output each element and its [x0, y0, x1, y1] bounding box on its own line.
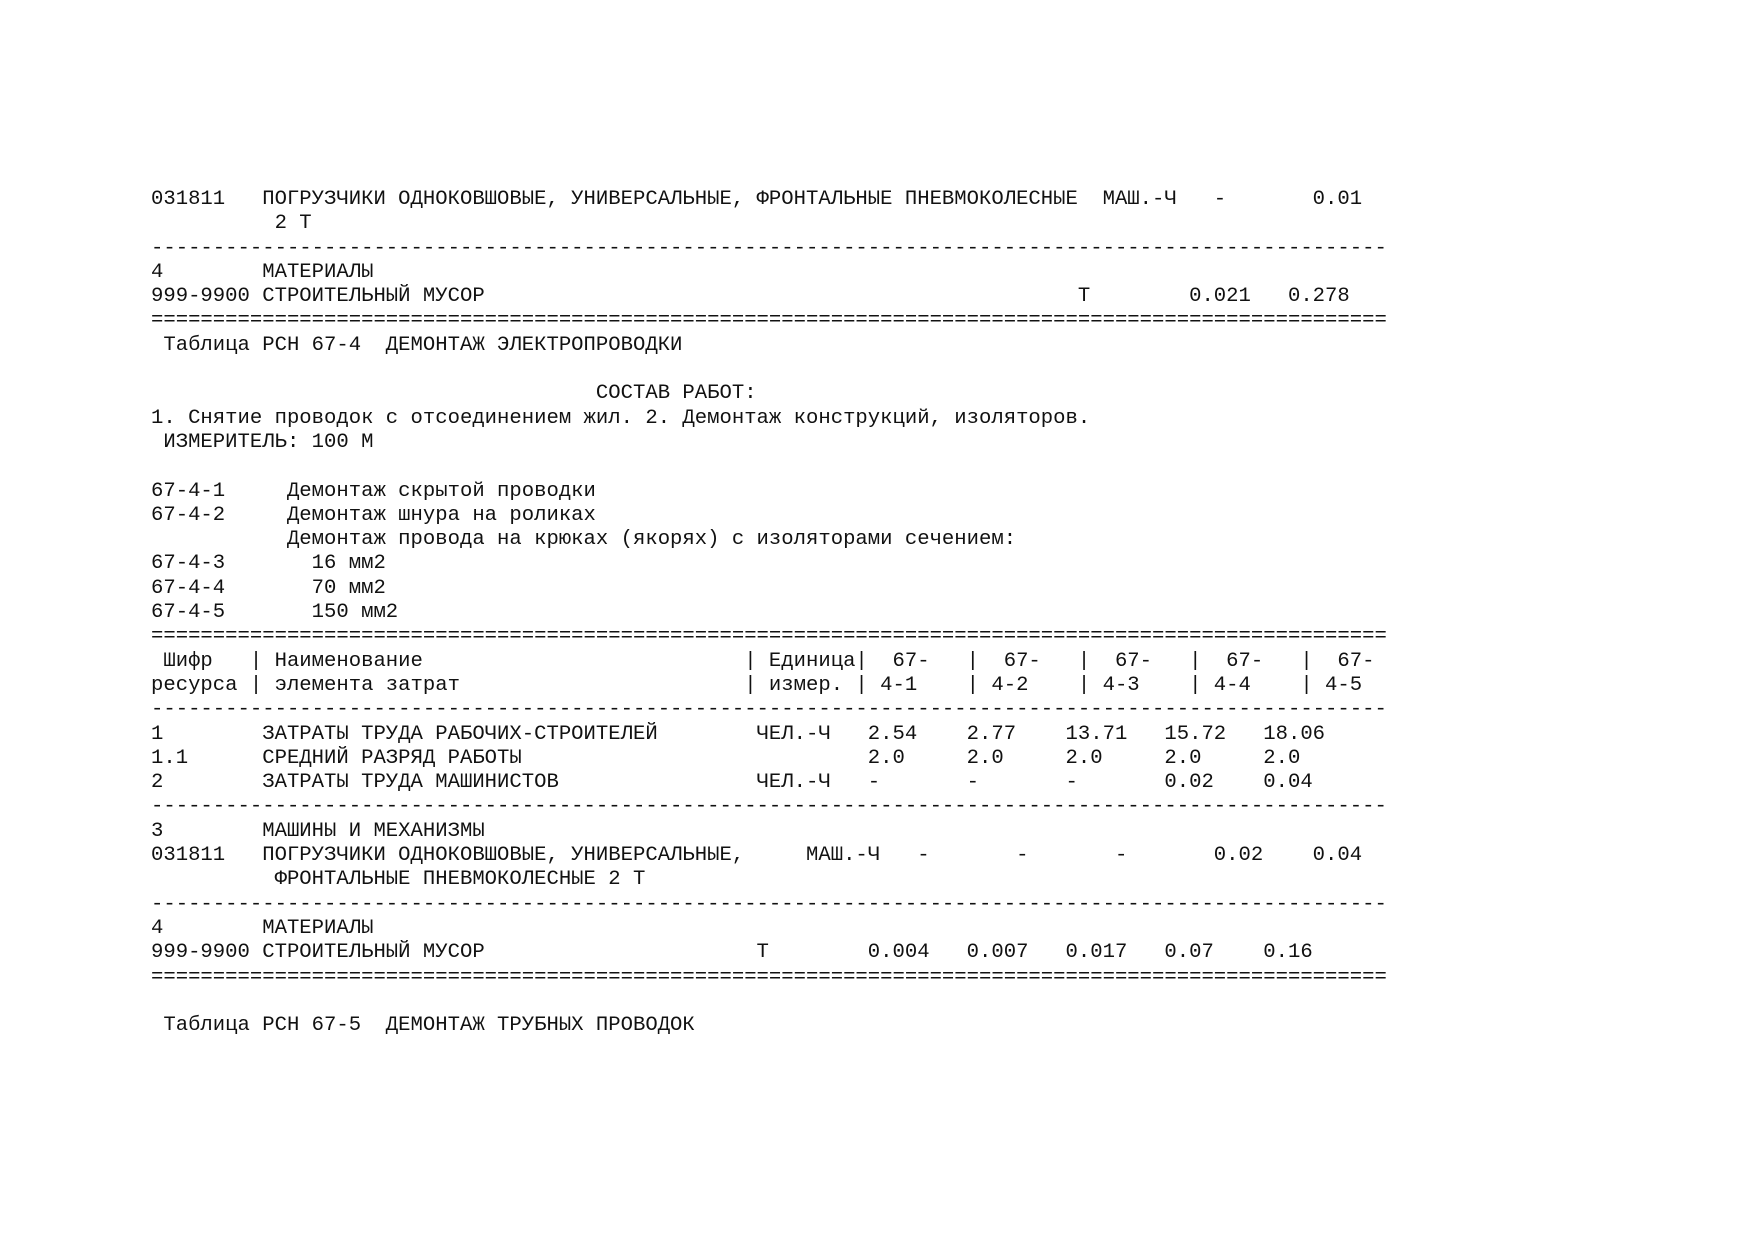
machine-row-031811-continuation: 2 Т	[151, 212, 312, 236]
item-67-4-3: 67-4-3 16 мм2	[151, 552, 386, 576]
blank-line	[151, 455, 1387, 479]
blank-line	[151, 990, 1387, 1014]
dashed-divider: ----------------------------------------------------------------------------------------------------	[151, 892, 1387, 916]
dashed-divider: ----------------------------------------------------------------------------------------------------	[151, 236, 1387, 260]
double-divider: ====================================================================================================	[151, 625, 1387, 649]
table-header-row-2: ресурса | элемента затрат | измер. | 4-1 | 4-2 | 4-3 | 4-4 | 4-5	[151, 673, 1363, 697]
table-title-67-4: Таблица РСН 67-4 ДЕМОНТАЖ ЭЛЕКТРОПРОВОДКИ	[151, 333, 683, 357]
item-67-4-1: 67-4-1 Демонтаж скрытой проводки	[151, 479, 596, 503]
work-composition-heading: СОСТАВ РАБОТ:	[151, 382, 757, 406]
blank-line	[151, 358, 1387, 382]
dashed-divider: ----------------------------------------------------------------------------------------------------	[151, 795, 1387, 819]
document-page	[151, 188, 1387, 1038]
machines-section-header: 3 МАШИНЫ И МЕХАНИЗМЫ	[151, 819, 485, 843]
machine-row-031811: 031811 ПОГРУЗЧИКИ ОДНОКОВШОВЫЕ, УНИВЕРСАЛЬНЫЕ, МАШ.-Ч - - - 0.02 0.04	[151, 844, 1363, 868]
dashed-divider: ----------------------------------------------------------------------------------------------------	[151, 698, 1387, 722]
materials-section-header: 4 МАТЕРИАЛЫ	[151, 260, 374, 284]
materials-section-header: 4 МАТЕРИАЛЫ	[151, 916, 374, 940]
material-row-999-9900: 999-9900 СТРОИТЕЛЬНЫЙ МУСОР Т 0.004 0.007 0.017 0.07 0.16	[151, 941, 1313, 965]
table-title-67-5: Таблица РСН 67-5 ДЕМОНТАЖ ТРУБНЫХ ПРОВОДОК	[151, 1014, 695, 1038]
double-divider: ====================================================================================================	[151, 309, 1387, 333]
work-composition-text: 1. Снятие проводок с отсоединением жил. 2. Демонтаж конструкций, изоляторов.	[151, 406, 1091, 430]
item-67-4-2: 67-4-2 Демонтаж шнура на роликах	[151, 503, 596, 527]
table-header-row-1: Шифр | Наименование | Единица| 67- | 67- | 67- | 67- | 67-	[151, 649, 1375, 673]
measurement-unit: ИЗМЕРИТЕЛЬ: 100 М	[151, 430, 374, 454]
item-67-4-5: 67-4-5 150 мм2	[151, 601, 399, 625]
machine-row-031811-continuation: ФРОНТАЛЬНЫЕ ПНЕВМОКОЛЕСНЫЕ 2 Т	[151, 868, 646, 892]
average-grade-row: 1.1 СРЕДНИЙ РАЗРЯД РАБОТЫ 2.0 2.0 2.0 2.0 2.0	[151, 746, 1301, 770]
material-row-999-9900: 999-9900 СТРОИТЕЛЬНЫЙ МУСОР Т 0.021 0.278	[151, 285, 1350, 309]
labor-builders-row: 1 ЗАТРАТЫ ТРУДА РАБОЧИХ-СТРОИТЕЛЕЙ ЧЕЛ.-Ч 2.54 2.77 13.71 15.72 18.06	[151, 722, 1326, 746]
machine-row-031811: 031811 ПОГРУЗЧИКИ ОДНОКОВШОВЫЕ, УНИВЕРСАЛЬНЫЕ, ФРОНТАЛЬНЫЕ ПНЕВМОКОЛЕСНЫЕ МАШ.-Ч - 0.01	[151, 188, 1363, 211]
labor-operators-row: 2 ЗАТРАТЫ ТРУДА МАШИНИСТОВ ЧЕЛ.-Ч - - - 0.02 0.04	[151, 771, 1313, 795]
double-divider: ====================================================================================================	[151, 965, 1387, 989]
item-group-description: Демонтаж провода на крюках (якорях) с изоляторами сечением:	[151, 528, 1017, 552]
item-67-4-4: 67-4-4 70 мм2	[151, 576, 386, 600]
